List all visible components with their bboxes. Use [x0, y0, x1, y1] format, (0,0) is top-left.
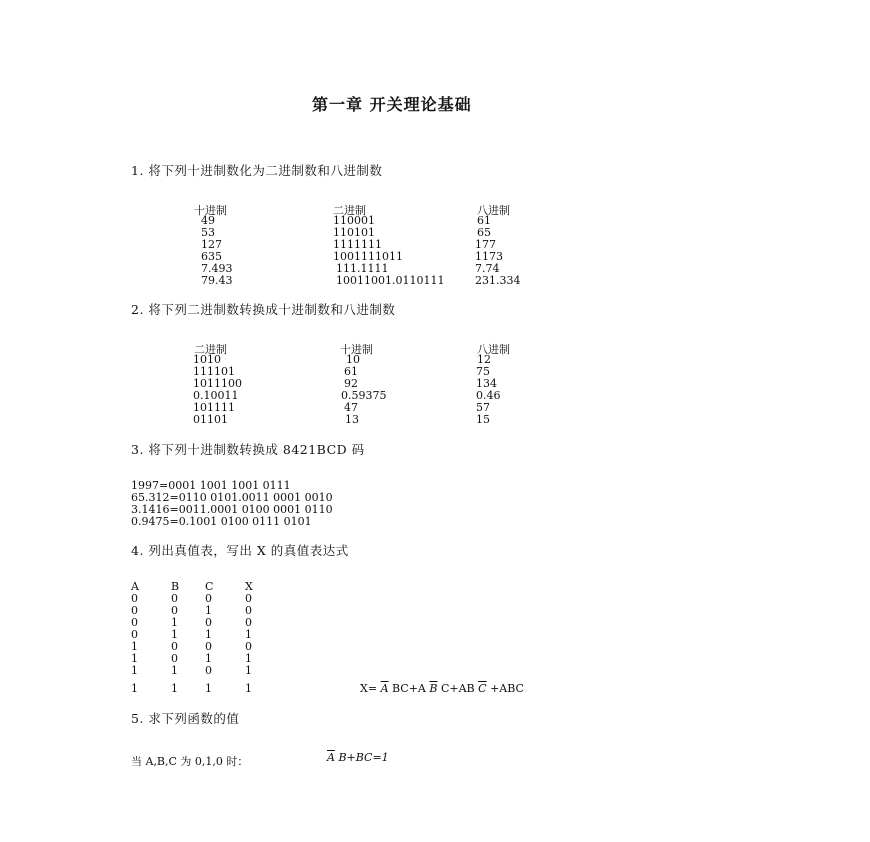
- expr-b-bar: $\overline{B}$: [429, 682, 438, 695]
- truth-cell: 0: [171, 640, 178, 653]
- truth-cell: 0: [131, 592, 138, 605]
- bcd-line: 65.312=0110 0101.0011 0001 0010: [131, 491, 333, 504]
- q1-cell: 177: [475, 238, 496, 251]
- q1-cell: 231.334: [475, 274, 521, 287]
- q5-expr-rest: B+BC=1: [338, 751, 389, 764]
- q1-cell: 49: [201, 214, 215, 227]
- truth-header-x: X: [245, 580, 253, 593]
- q2-heading: 2. 将下列二进制数转换成十进制数和八进制数: [131, 302, 396, 317]
- q1-cell: 10011001.0110111: [336, 274, 445, 287]
- truth-cell: 0: [245, 592, 252, 605]
- truth-cell: 0: [205, 664, 212, 677]
- truth-header-a: A: [131, 580, 139, 593]
- truth-expression: [360, 682, 524, 695]
- q2-header-binary: 二进制: [194, 343, 227, 356]
- truth-cell: 1: [245, 628, 252, 641]
- truth-cell: 1: [131, 652, 138, 665]
- expr-term1: BC+A: [392, 682, 426, 695]
- q2-cell: 1011100: [193, 377, 242, 390]
- q1-cell: 1173: [475, 250, 503, 263]
- q5-condition: 当 A,B,C 为 0,1,0 时：: [131, 755, 249, 768]
- truth-header-c: C: [205, 580, 214, 593]
- truth-cell: 0: [131, 604, 138, 617]
- q5-heading: 5. 求下列函数的值: [131, 711, 240, 726]
- q2-cell: 111101: [193, 365, 235, 378]
- bcd-line: 0.9475=0.1001 0100 0111 0101: [131, 515, 312, 528]
- truth-cell: 0: [171, 604, 178, 617]
- truth-cell: 1: [205, 652, 212, 665]
- truth-cell: 1: [245, 682, 252, 695]
- truth-cell: 0: [205, 616, 212, 629]
- q2-cell: 15: [476, 413, 490, 426]
- q5-a-bar: $\overline{A}$: [327, 751, 335, 764]
- truth-cell: 1: [131, 682, 138, 695]
- q1-cell: 79.43: [201, 274, 233, 287]
- truth-cell: 1: [171, 664, 178, 677]
- q2-header-decimal: 十进制: [340, 343, 373, 356]
- q2-cell: 10: [346, 353, 360, 366]
- q2-cell: 75: [476, 365, 490, 378]
- chapter-title: 第一章 开关理论基础: [312, 95, 472, 114]
- truth-cell: 1: [205, 604, 212, 617]
- truth-cell: 1: [245, 652, 252, 665]
- truth-cell: 0: [131, 628, 138, 641]
- truth-header-b: B: [171, 580, 180, 593]
- q2-cell: 61: [344, 365, 358, 378]
- truth-cell: 1: [205, 628, 212, 641]
- q1-header-binary: 二进制: [333, 204, 366, 217]
- q1-cell: 110101: [333, 226, 375, 239]
- truth-cell: 1: [171, 628, 178, 641]
- q2-cell: 134: [476, 377, 497, 390]
- bcd-line: 1997=0001 1001 1001 0111: [131, 479, 291, 492]
- truth-cell: 0: [245, 640, 252, 653]
- truth-cell: 0: [205, 592, 212, 605]
- truth-cell: 1: [131, 664, 138, 677]
- q2-cell: 13: [345, 413, 359, 426]
- q2-cell: 0.10011: [193, 389, 239, 402]
- q1-cell: 53: [201, 226, 215, 239]
- truth-cell: 1: [205, 682, 212, 695]
- q1-cell: 61: [477, 214, 491, 227]
- truth-cell: 1: [131, 640, 138, 653]
- truth-cell: 0: [171, 652, 178, 665]
- truth-cell: 1: [171, 616, 178, 629]
- expr-term3: +ABC: [490, 682, 524, 695]
- expr-term2: C+AB: [440, 682, 475, 695]
- q1-heading: 1. 将下列十进制数化为二进制数和八进制数: [131, 163, 383, 178]
- q2-cell: 92: [344, 377, 358, 390]
- q2-cell: 101111: [193, 401, 235, 414]
- q2-cell: 0.59375: [341, 389, 387, 402]
- expr-prefix: X=: [360, 682, 378, 695]
- q1-cell: 111.1111: [336, 262, 389, 275]
- q1-header-octal: 八进制: [477, 204, 510, 217]
- truth-cell: 1: [245, 664, 252, 677]
- q1-cell: 635: [201, 250, 222, 263]
- q1-cell: 7.493: [201, 262, 233, 275]
- q1-cell: 7.74: [475, 262, 500, 275]
- q5-expression: [327, 751, 389, 764]
- q2-cell: 57: [476, 401, 490, 414]
- expr-c-bar: $\overline{C}$: [478, 682, 487, 695]
- q1-cell: 127: [201, 238, 222, 251]
- q2-cell: 0.46: [476, 389, 501, 402]
- q1-cell: 1001111011: [333, 250, 403, 263]
- q1-cell: 65: [477, 226, 491, 239]
- q2-cell: 1010: [193, 353, 221, 366]
- truth-cell: 0: [171, 592, 178, 605]
- q2-cell: 12: [477, 353, 491, 366]
- q1-cell: 110001: [333, 214, 375, 227]
- q2-header-octal: 八进制: [477, 343, 510, 356]
- q3-heading: 3. 将下列十进制数转换成 8421BCD 码: [131, 442, 365, 457]
- q1-header-decimal: 十进制: [194, 204, 227, 217]
- expr-a-bar: $\overline{A}$: [380, 682, 389, 695]
- truth-cell: 0: [245, 616, 252, 629]
- bcd-line: 3.1416=0011.0001 0100 0001 0110: [131, 503, 333, 516]
- q1-cell: 1111111: [333, 238, 382, 251]
- q2-cell: 47: [344, 401, 358, 414]
- q2-cell: 01101: [193, 413, 228, 426]
- truth-cell: 0: [131, 616, 138, 629]
- q4-heading: 4. 列出真值表，写出 X 的真值表达式: [131, 543, 349, 558]
- truth-cell: 0: [245, 604, 252, 617]
- truth-cell: 1: [171, 682, 178, 695]
- truth-cell: 0: [205, 640, 212, 653]
